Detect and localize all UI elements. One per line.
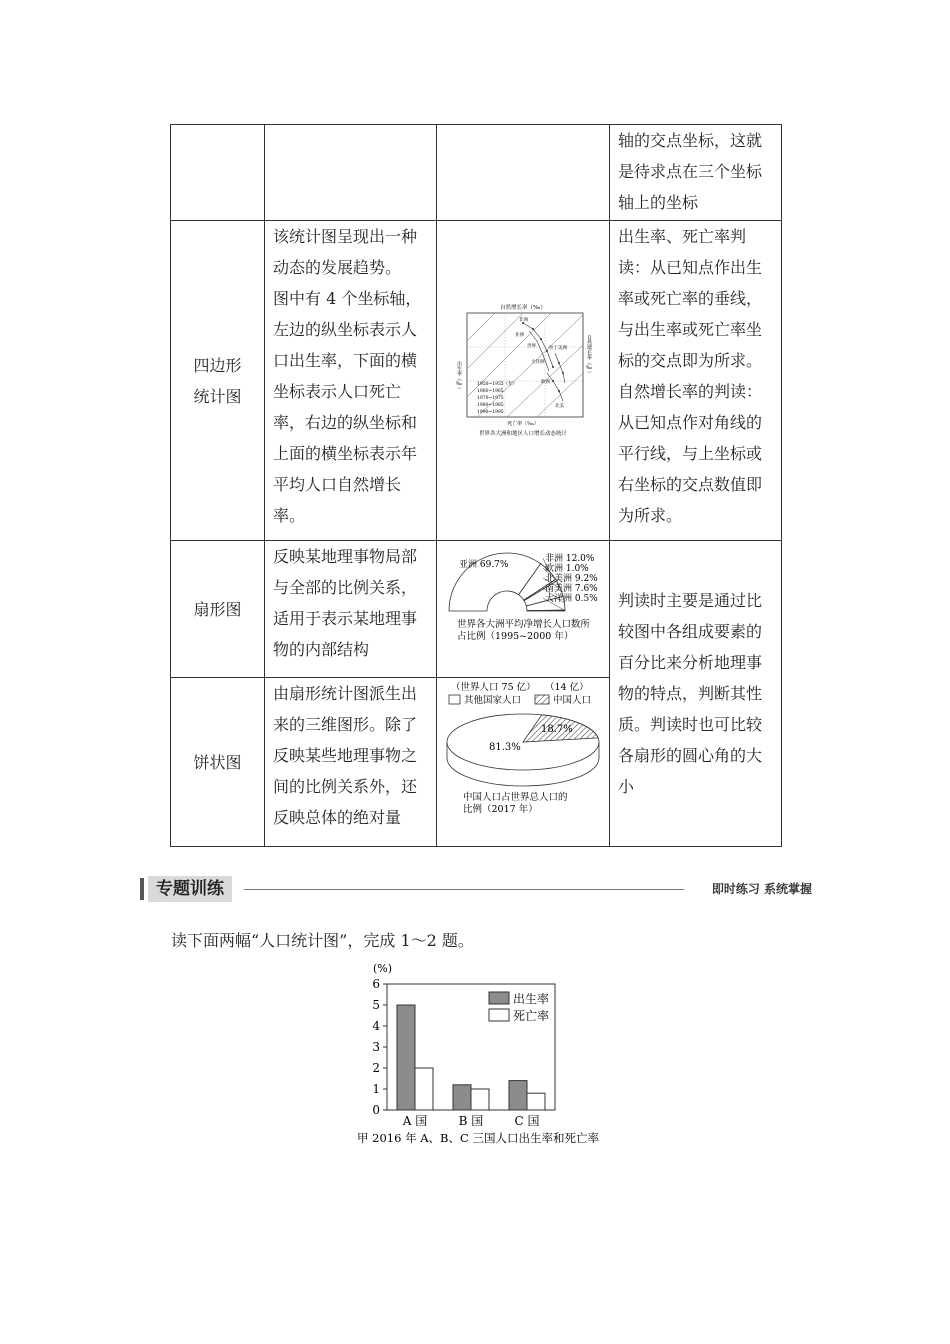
- quad-region-label: 非洲: [519, 317, 528, 323]
- fan-caption-line: 占比例（1995~2000 年）: [457, 631, 574, 642]
- quad-chart: [437, 301, 609, 451]
- pie-legend-china: 中国人口: [553, 695, 592, 706]
- section-divider: [244, 889, 684, 890]
- table-row: [171, 125, 782, 221]
- fan-segment-label: 北美洲 9.2%: [545, 574, 598, 584]
- pie-other-pct: 81.3%: [489, 742, 521, 753]
- bar: [471, 1089, 489, 1110]
- bar: [453, 1085, 471, 1110]
- quad-right-label: 自然增长率（‰）: [586, 334, 592, 376]
- pie-caption-line: 比例（2017 年）: [463, 804, 538, 815]
- table-cell-figure: [437, 221, 610, 541]
- quad-bottom-label: 死亡率（‰）: [507, 420, 539, 427]
- pie-legend-swatch-other: [449, 695, 460, 704]
- bar: [397, 1005, 415, 1110]
- pie-total-world: （世界人口 75 亿）: [451, 682, 536, 693]
- quad-legend-item: 1970~1975: [477, 395, 504, 401]
- table-cell-method: 轴的交点坐标，这就 是待求点在三个坐标 轴上的坐标: [610, 125, 782, 221]
- quad-frame: [467, 313, 583, 417]
- legend-label: 死亡率: [513, 1009, 550, 1023]
- table-cell-type: [171, 125, 265, 221]
- legend-label: 出生率: [513, 992, 550, 1006]
- quad-diagonals: [467, 313, 583, 417]
- y-tick-label: 4: [372, 1019, 380, 1033]
- table-cell-feature: 该统计图呈现出一种 动态的发展趋势。 图中有 4 个坐标轴， 左边的纵坐标表示人 口出生率，下面的横 坐标表示人口死亡 率，右边的纵坐标和 上面的横坐标表示年 平均人口自然增长 率。: [265, 221, 437, 541]
- section-title: 专题训练: [148, 876, 232, 902]
- fan-caption-line: 世界各大洲平均净增长人口数所: [457, 619, 591, 630]
- y-tick-label: 2: [372, 1061, 380, 1075]
- quad-region-label: 大洋洲: [531, 359, 545, 365]
- section-subtitle: 即时练习 系统掌握: [711, 882, 812, 896]
- bar-chart-plot: [357, 962, 599, 1145]
- bar: [527, 1093, 545, 1110]
- quad-top-label: 自然增长率（‰）: [500, 304, 546, 311]
- quad-gridlines: [467, 313, 583, 417]
- fan-segment-label: 大洋洲 0.5%: [545, 594, 598, 604]
- section-bar: [140, 878, 144, 900]
- table-cell-type: 扇形图: [171, 541, 265, 678]
- legend-swatch: [489, 1009, 509, 1021]
- section-header: [140, 874, 812, 904]
- pie-total-china: （14 亿）: [545, 682, 589, 693]
- table-cell-figure: [437, 541, 610, 678]
- table-cell-feature: [265, 125, 437, 221]
- fan-segment-label: 南美洲 7.6%: [545, 584, 598, 594]
- table-cell-method: 判读时主要是通过比 较图中各组成要素的 百分比来分析地理事 物的特点，判断其性 质。判读时也可比较 各扇形的圆心角的大 小: [610, 541, 782, 847]
- chart-types-table: [170, 124, 782, 847]
- fan-segment-label: 亚洲 69.7%: [459, 560, 509, 570]
- y-tick-label: 5: [372, 998, 380, 1012]
- y-tick-label: 1: [372, 1082, 380, 1096]
- quad-region-label: 欧洲: [541, 379, 550, 385]
- x-tick-label: C 国: [514, 1114, 540, 1128]
- fan-chart: [437, 541, 609, 667]
- table-cell-feature: 由扇形统计图派生出 来的三维图形。除了 反映某些地理事物之 间的比例关系外，还 反映总体的绝对量: [265, 678, 437, 847]
- chart-title: 甲 2016 年 A、B、C 三国人口出生率和死亡率: [357, 1131, 599, 1145]
- quad-legend: [477, 380, 517, 415]
- table-cell-type: 饼状图: [171, 678, 265, 847]
- x-tick-label: A 国: [402, 1114, 428, 1128]
- quad-left-label: 出生率（‰）: [456, 360, 462, 392]
- quad-legend-item: 1980~1985: [477, 402, 504, 408]
- fan-segment: [527, 610, 565, 611]
- pie-chart: [437, 678, 609, 836]
- pie-china-pct: 18.7%: [541, 724, 573, 735]
- y-tick-label: 0: [372, 1103, 380, 1117]
- table-row: [171, 541, 782, 678]
- y-tick-label: 3: [372, 1040, 380, 1054]
- table-cell-method: 出生率、死亡率判 读：从已知点作出生 率或死亡率的垂线， 与出生率或死亡率坐 标的交点即为所求。 自然增长率的判读： 从已知点作对角线的 平行线，与上坐标或 右坐标的交点数值即 为所求。: [610, 221, 782, 541]
- pie-legend-other: 其他国家人口: [464, 695, 522, 706]
- quad-region-label: 北美: [555, 403, 564, 409]
- legend-swatch: [489, 992, 509, 1004]
- quad-legend-item: 1960~1965: [477, 388, 504, 394]
- table-cell-figure: [437, 678, 610, 847]
- quad-region-label: 世界: [527, 343, 536, 349]
- quad-legend-item: 1950~1955（年）: [477, 381, 518, 387]
- y-tick-label: 6: [372, 977, 380, 991]
- quad-region-label: 亚洲: [515, 332, 524, 338]
- y-axis-unit: (%): [373, 962, 393, 975]
- table-cell-figure: [437, 125, 610, 221]
- quad-region-label: 拉丁美洲: [549, 345, 567, 351]
- quad-legend-item: 1990~1995: [477, 409, 504, 415]
- bar: [509, 1081, 527, 1110]
- fan-segment-label: 欧洲 1.0%: [545, 564, 589, 574]
- question-text: 读下面两幅“人口统计图”，完成 1～2 题。: [171, 931, 474, 950]
- bar: [415, 1068, 433, 1110]
- table-cell-type: 四边形 统计图: [171, 221, 265, 541]
- fan-segment-label: 非洲 12.0%: [545, 554, 595, 564]
- table-row: [171, 221, 782, 541]
- table-cell-feature: 反映某地理事物局部 与全部的比例关系， 适用于表示某地理事 物的内部结构: [265, 541, 437, 678]
- x-tick-label: B 国: [458, 1114, 484, 1128]
- pie-caption-line: 中国人口占世界总人口的: [463, 792, 568, 803]
- bar-chart: [355, 958, 615, 1148]
- pie-legend-swatch-china: [535, 695, 549, 704]
- quad-caption: 世界各大洲和地区人口增长动态统计: [478, 430, 568, 437]
